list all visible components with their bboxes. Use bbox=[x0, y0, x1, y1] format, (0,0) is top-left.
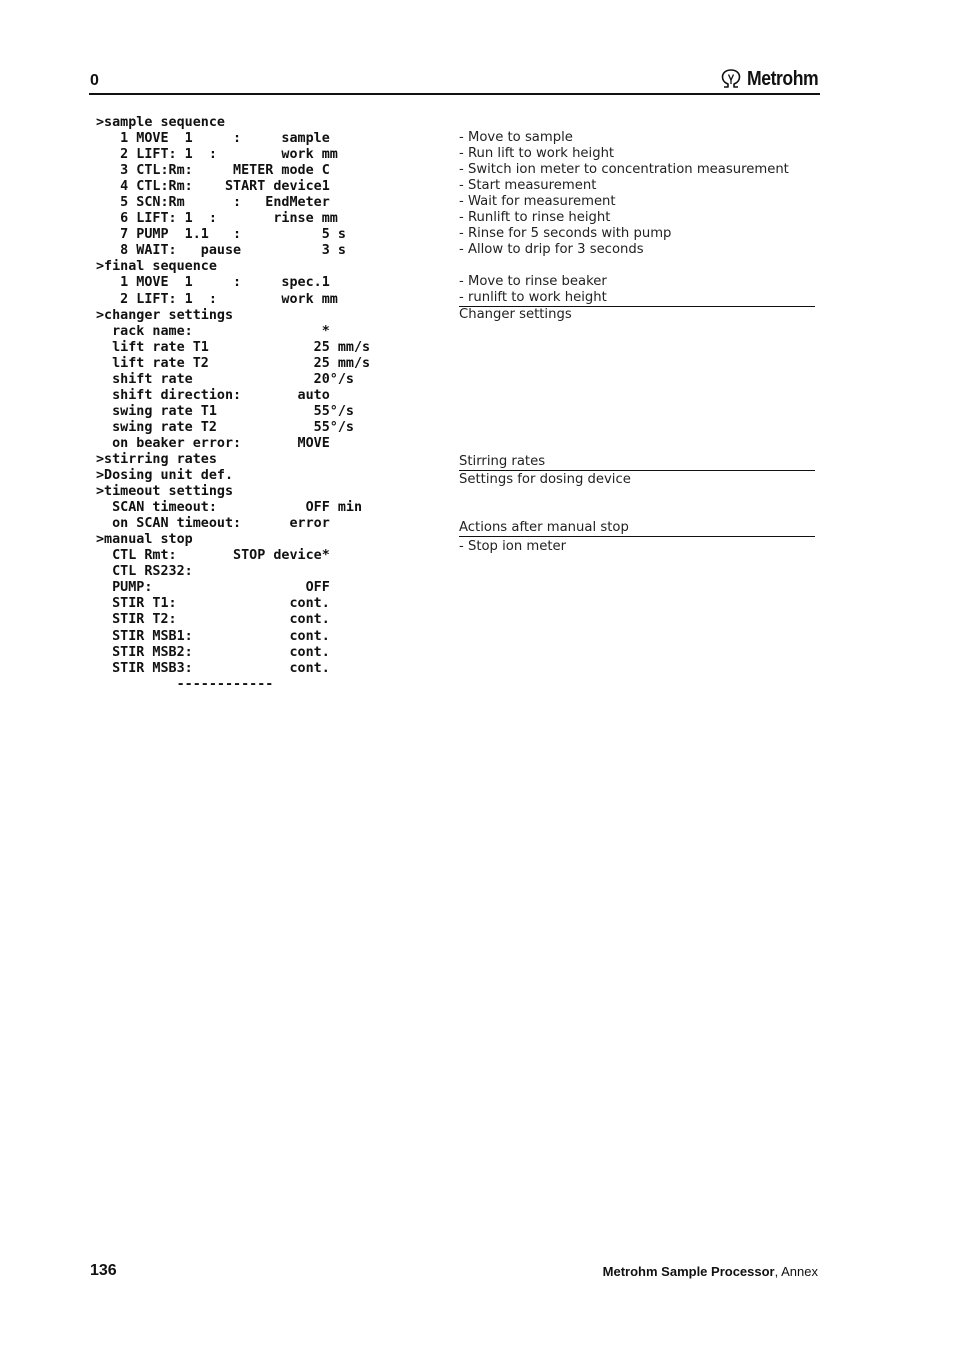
sample-sequence-notes bbox=[459, 130, 815, 258]
note-line: - Run lift to work height bbox=[459, 146, 615, 161]
page-number: 136 bbox=[90, 1262, 117, 1279]
note-line: - runlift to work height bbox=[459, 290, 815, 307]
note-line: - Switch ion meter to concentration measurement bbox=[459, 162, 789, 177]
metrohm-logo bbox=[719, 66, 828, 92]
listing-line: ------------ bbox=[96, 676, 274, 692]
note-line: - Stop ion meter bbox=[459, 539, 567, 554]
final-sequence-notes bbox=[459, 274, 815, 323]
footer-title-rest: , Annex bbox=[774, 1264, 818, 1279]
listing-line: >timeout settings bbox=[96, 484, 234, 500]
listing-line: shift direction: auto bbox=[96, 387, 330, 403]
stirring-rates-heading: Stirring rates bbox=[459, 454, 815, 471]
listing-line: swing rate T2 55°/s bbox=[96, 419, 354, 435]
listing-line: lift rate T2 25 mm/s bbox=[96, 355, 371, 371]
header-rule bbox=[89, 93, 820, 95]
listing-line: on SCAN timeout: error bbox=[96, 516, 330, 532]
listing-line: on beaker error: MOVE bbox=[96, 435, 330, 451]
metrohm-omega-icon bbox=[719, 68, 743, 90]
footer-title bbox=[603, 1264, 818, 1279]
note-line: - Rinse for 5 seconds with pump bbox=[459, 226, 672, 241]
listing-line: 4 CTL:Rm: START device1 bbox=[96, 179, 330, 195]
logo-text: Metrohm bbox=[747, 67, 819, 90]
manual-stop-heading: Actions after manual stop bbox=[459, 520, 815, 537]
listing-line: rack name: * bbox=[96, 323, 330, 339]
listing-line: 2 LIFT: 1 : work mm bbox=[96, 291, 338, 307]
listing-line: lift rate T1 25 mm/s bbox=[96, 339, 371, 355]
parameter-listing bbox=[96, 115, 370, 693]
listing-line: 7 PUMP 1.1 : 5 s bbox=[96, 227, 346, 243]
listing-line: 3 CTL:Rm: METER mode C bbox=[96, 163, 330, 179]
listing-line: >final sequence bbox=[96, 259, 217, 275]
listing-line: 1 MOVE 1 : sample bbox=[96, 131, 330, 147]
listing-line: >stirring rates bbox=[96, 451, 217, 467]
footer-title-bold: Metrohm Sample Processor bbox=[602, 1264, 775, 1279]
listing-line: 5 SCN:Rm : EndMeter bbox=[96, 195, 330, 211]
note-line: - Move to rinse beaker bbox=[459, 274, 607, 289]
listing-line: >changer settings bbox=[96, 307, 234, 323]
listing-line: STIR T2: cont. bbox=[96, 612, 330, 628]
listing-line: STIR MSB3: cont. bbox=[96, 660, 330, 676]
stirring-rates-notes bbox=[459, 454, 815, 488]
listing-line: >Dosing unit def. bbox=[96, 468, 234, 484]
manual-stop-notes bbox=[459, 520, 815, 555]
listing-line: swing rate T1 55°/s bbox=[96, 403, 354, 419]
listing-line: shift rate 20°/s bbox=[96, 371, 354, 387]
listing-line: STIR MSB1: cont. bbox=[96, 628, 330, 644]
listing-line: PUMP: OFF bbox=[96, 580, 330, 596]
note-line: - Allow to drip for 3 seconds bbox=[459, 242, 644, 257]
listing-line: >sample sequence bbox=[96, 115, 225, 130]
listing-line: 8 WAIT: pause 3 s bbox=[96, 243, 346, 259]
listing-line: STIR T1: cont. bbox=[96, 596, 330, 612]
listing-line: STIR MSB2: cont. bbox=[96, 644, 330, 660]
listing-line: SCAN timeout: OFF min bbox=[96, 500, 363, 516]
listing-line: CTL Rmt: STOP device* bbox=[96, 548, 330, 564]
note-line: - Wait for measurement bbox=[459, 194, 616, 209]
listing-line: 1 MOVE 1 : spec.1 bbox=[96, 275, 330, 291]
listing-line: >manual stop bbox=[96, 532, 193, 548]
changer-settings-heading: Changer settings bbox=[459, 307, 572, 322]
listing-line: 2 LIFT: 1 : work mm bbox=[96, 147, 338, 163]
chapter-number: 0 bbox=[90, 72, 99, 89]
note-line: - Start measurement bbox=[459, 178, 597, 193]
note-line: - Move to sample bbox=[459, 130, 573, 145]
listing-line: CTL RS232: bbox=[96, 564, 193, 580]
dosing-unit-heading: Settings for dosing device bbox=[459, 472, 631, 487]
note-line: - Runlift to rinse height bbox=[459, 210, 611, 225]
listing-line: 6 LIFT: 1 : rinse mm bbox=[96, 211, 338, 227]
